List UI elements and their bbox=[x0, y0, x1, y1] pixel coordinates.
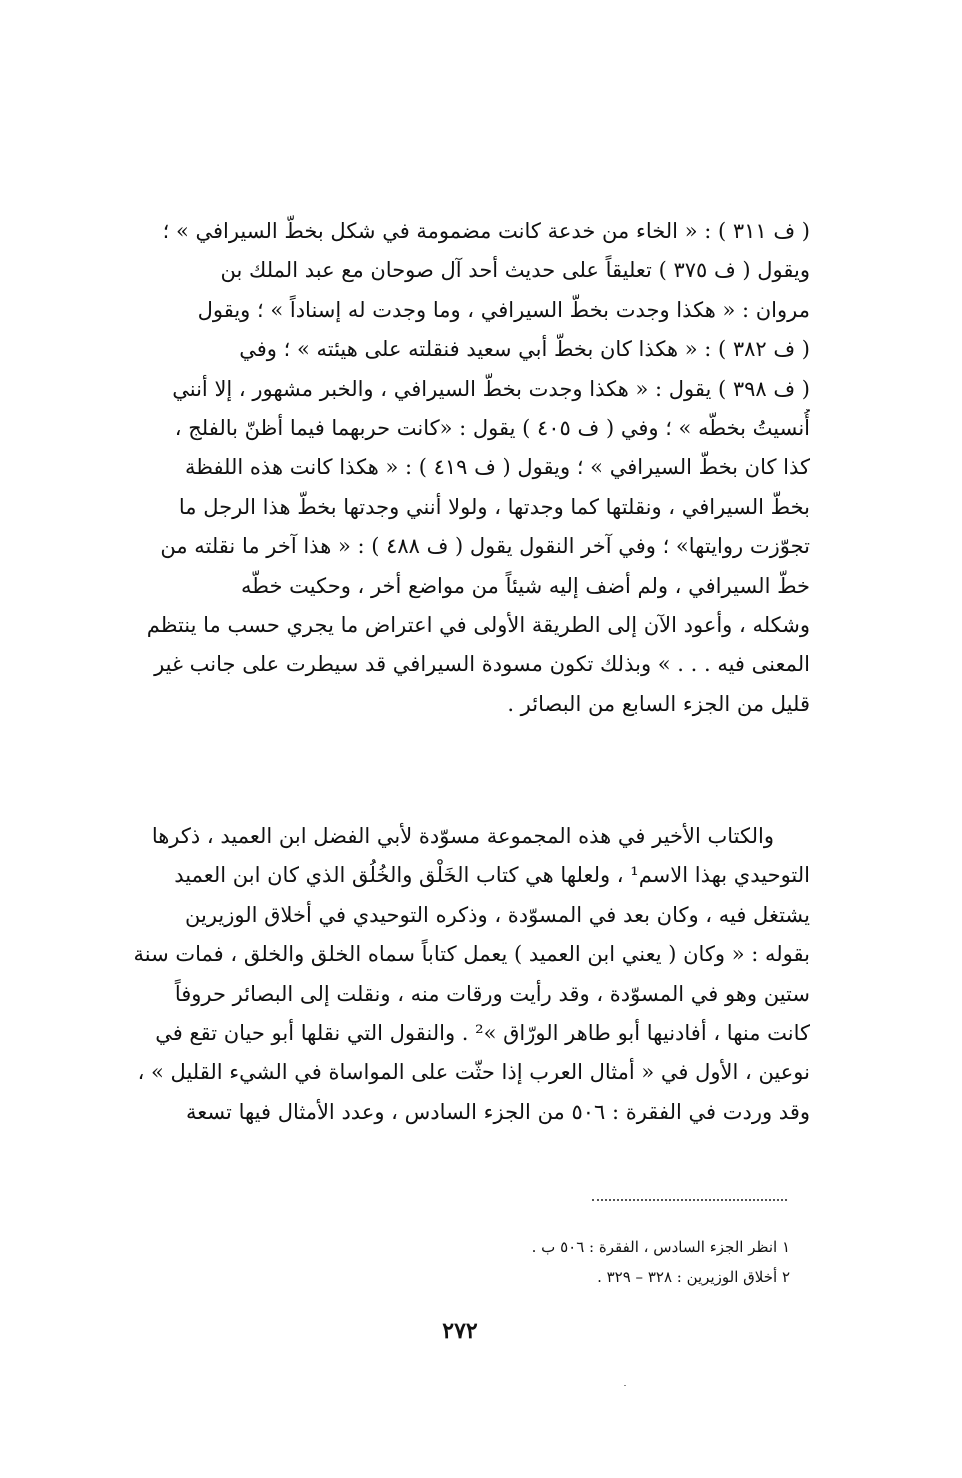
text-line: ( ف ٣١١ ) : « الخاء من خدعة كانت مضمومة في شكل بخطّ السيرافي » ؛ bbox=[162, 219, 810, 243]
footnote-2: ٢ أخلاق الوزيرين : ٣٢٨ – ٣٢٩ . bbox=[597, 1268, 790, 1286]
text-line: ( ف ٣٩٨ ) يقول : « هكذا وجدت بخطّ السيرافي ، والخبر مشهور ، إلا أنني bbox=[172, 376, 810, 401]
text-line: قليل من الجزء السابع من البصائر . bbox=[507, 691, 810, 716]
text-line: مروان : « هكذا وجدت بخطّ السيرافي ، وما وجدت له إسناداً » ؛ ويقول bbox=[197, 297, 810, 322]
text-line: كذا كان بخطّ السيرافي » ؛ ويقول ( ف ٤١٩ ) : « هكذا كانت هذه اللفظة bbox=[184, 455, 810, 480]
paragraph-1 bbox=[120, 212, 810, 724]
text-line: كانت منها ، أفادنيها أبو طاهر الورّاق »² . والنقول التي نقلها أبو حيان تقع في bbox=[155, 1020, 810, 1045]
text-line: وشكله ، وأعود الآن إلى الطريقة الأولى في اعتراض ما يجري حسب ما ينتظم bbox=[146, 612, 810, 637]
text-line: ستين وهو في المسوّدة ، وقد رأيت ورقات منه ، ونقلت إلى البصائر حروفاً bbox=[174, 981, 810, 1006]
footnote-divider bbox=[592, 1199, 787, 1201]
text-line: التوحيدي بهذا الاسم¹ ، ولعلها هي كتاب الخَلْق والخُلُق الذي كان ابن العميد bbox=[174, 863, 810, 888]
paper-speck bbox=[624, 1385, 626, 1386]
text-line: والكتاب الأخير في هذه المجموعة مسوّدة لأبي الفضل ابن العميد ، ذكرها bbox=[151, 824, 774, 848]
text-line: بقوله : « وكان ( يعني ابن العميد ) يعمل كتاباً سماه الخلق والخلق ، فمات سنة bbox=[133, 942, 810, 967]
footnotes bbox=[300, 1232, 790, 1292]
text-line: وقد وردت في الفقرة : ٥٠٦ من الجزء السادس ، وعدد الأمثال فيها تسعة bbox=[185, 1099, 810, 1124]
footnote-1: ١ انظر الجزء السادس ، الفقرة : ٥٠٦ ب . bbox=[531, 1238, 790, 1256]
text-line: المعنى فيه . . . » وبذلك تكون مسودة السيرافي قد سيطرت على جانب غير bbox=[154, 652, 810, 677]
text-line: خطّ السيرافي ، ولم أضف إليه شيئاً من مواضع أخر ، وحكيت خطّه bbox=[241, 573, 810, 598]
page-number: ٢٧٢ bbox=[442, 1318, 478, 1344]
text-line: ويقول ( ف ٣٧٥ ) تعليقاً على حديث أحد آل صوحان مع عبد الملك بن bbox=[220, 258, 810, 283]
paragraph-2 bbox=[120, 817, 810, 1132]
text-line: أُنسيتُ بخطّه » ؛ وفي ( ف ٤٠٥ ) يقول : «كانت حربهما فيما أظنّ بالفلج ، bbox=[174, 415, 810, 440]
text-line: ( ف ٣٨٢ ) : « هكذا كان بخطّ أبي سعيد فنقلته على هيئته » ؛ وفي bbox=[239, 337, 810, 362]
text-line: بخطّ السيرافي ، ونقلتها كما وجدتها ، ولولا أنني وجدتها بخطّ هذا الرجل ما bbox=[178, 494, 810, 519]
text-line: نوعين ، الأول في « أمثال العرب إذا حثّت على المواساة في الشيء القليل » ، bbox=[137, 1060, 810, 1085]
text-line: يشتغل فيه ، وكان بعد في المسوّدة ، وذكره التوحيدي في أخلاق الوزيرين bbox=[185, 902, 810, 927]
text-line: تجوّزت روايتها» ؛ وفي آخر النقول يقول ( ف ٤٨٨ ) : « هذا آخر ما نقلته من bbox=[160, 534, 810, 559]
